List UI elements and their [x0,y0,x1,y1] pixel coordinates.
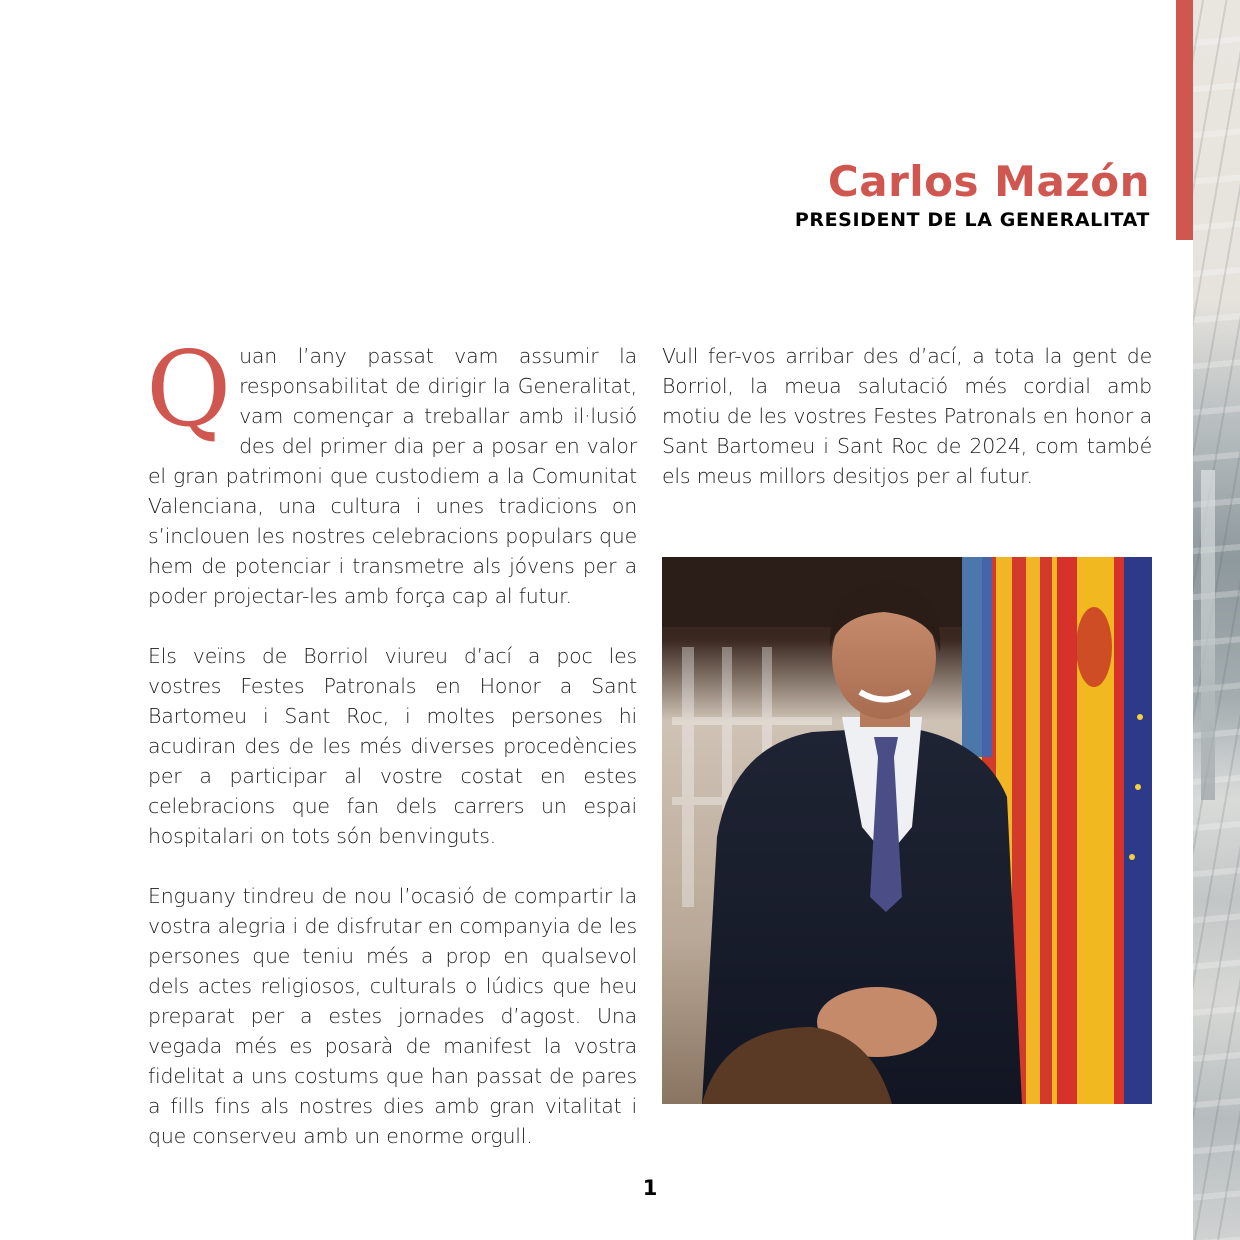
paragraph: Enguany tindreu de nou l’ocasió de compartir la vostra alegria i de disfrutar en companyia de les persones que teniu més a prop en qualsevol dels actes religiosos, culturals o lúdics que heu preparat per a estes jornades d’agost. Una vegada més es posarà de manifest la vostra fidelitat a uns costums que han passat de pares a fills fins als nostres dies amb gran vitalitat i que conserveu amb un enorme orgull. [148,884,637,1148]
paragraph: Els veïns de Borriol viureu d’ací a poc les vostres Festes Patronals en Honor a Sant Bartomeu i Sant Roc, i moltes persones hi acudiran des de les més diverses procedències per a participar al vostre costat en estes celebracions que fan dels carrers un espai hospitalari on tots són benvinguts. [148,644,637,848]
portrait-photo [662,557,1152,1104]
paragraph [146,328,637,611]
decorative-photo-strip [1193,0,1240,1240]
paragraph-text: uan l’any passat vam assumir la responsabilitat de dirigir la Generalitat, vam començar a treballar amb il·lusió des del primer dia per a posar en valor el gran patrimoni que custodiem a la Comunitat Valenciana, una cultura i unes tradicions on s’inclouen les nostres celebracions populars que hem de potenciar i transmetre als jóvens per a poder projectar-les amb força cap al futur. [148,344,637,608]
paragraph: Vull fer-vos arribar des d’ací, a tota la gent de Borriol, la meua salutació més cordial amb motiu de les vostres Festes Patronals en honor a Sant Bartomeu i Sant Roc de 2024, com també els meus millors desitjos per al futur. [662,344,1152,488]
author-name: Carlos Mazón [827,157,1150,206]
author-role: PRESIDENT DE LA GENERALITAT [794,209,1150,231]
drop-cap: Q [146,328,232,450]
left-text-column [146,328,637,1181]
portrait-illustration [662,557,1152,1104]
title-block [795,158,1150,232]
page-number: 1 [642,1176,658,1200]
right-text-column [662,341,1152,521]
accent-bar [1176,0,1193,240]
spanish-flag [1057,557,1128,1104]
eu-flag [1124,557,1152,1104]
